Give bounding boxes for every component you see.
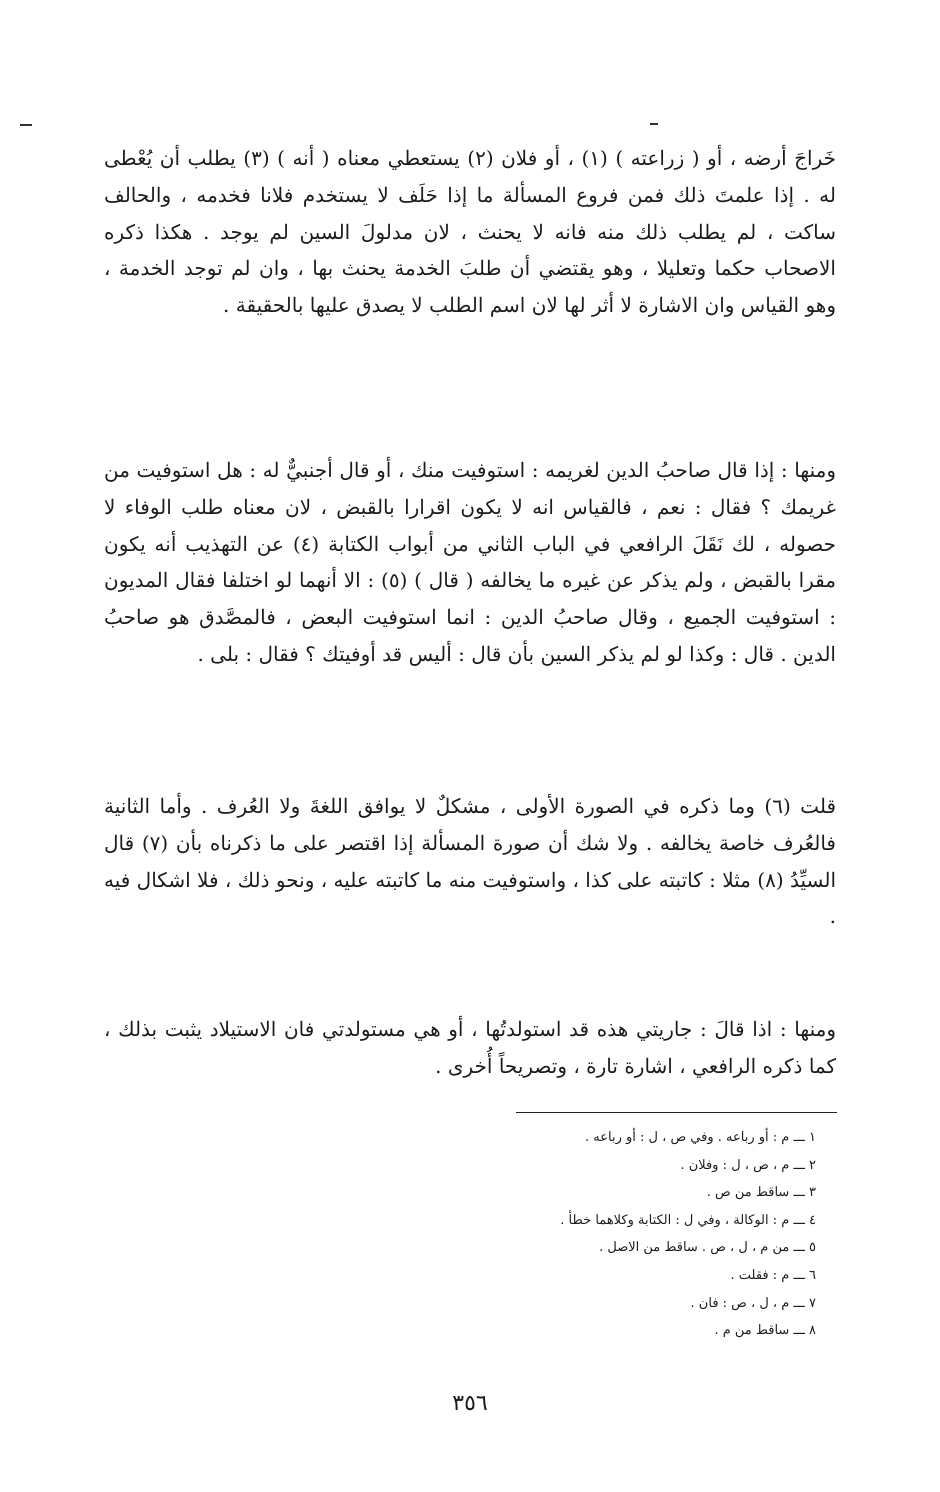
footnotes-list <box>480 1124 816 1345</box>
footnote-1: ١ ـــ م : أو رباعه . وفي ص ، ل : أو رباعه . <box>585 1130 816 1145</box>
footnote-2: ٢ ـــ م ، ص ، ل : وفلان . <box>680 1157 816 1173</box>
footnote-7: ٧ ـــ م ، ل ، ص : فان . <box>690 1295 816 1311</box>
footnote-separator <box>516 1112 837 1113</box>
paragraph-3: قلت (٦) وما ذكره في الصورة الأولى ، مشكلٌ لا يوافق اللغةَ ولا العُرف . وأما الثانية فالعُرف خاصة يخالفه . ولا شك أن صورة المسألة إذا اقتصر على ما ذكرناه بأن (٧) قال السيِّدُ (٨) مثلا : كاتبته على كذا ، واستوفيت منه ما كاتبته عليه ، ونحو ذلك ، فلا اشكال فيه . <box>104 794 836 929</box>
footnote-5: ٥ ـــ من م ، ل ، ص . ساقط من الاصل . <box>599 1240 816 1256</box>
footnote-3: ٣ ـــ ساقط من ص . <box>706 1185 816 1201</box>
footnote-4: ٤ ـــ م : الوكالة ، وفي ل : الكتابة وكلاهما خطأ . <box>560 1212 816 1228</box>
edge-mark-top <box>650 123 658 125</box>
footnote-6: ٦ ـــ م : فقلت . <box>730 1267 816 1283</box>
footnote-8: ٨ ـــ ساقط من م . <box>714 1323 816 1339</box>
paragraph-2: ومنها : إذا قال صاحبُ الدين لغريمه : استوفيت منك ، أو قال أجنبيٌّ له : هل استوفيت من غريمك ؟ فقال : نعم ، فالقياس انه لا يكون اقرارا بالقبض ، لان معناه طلب الوفاء لا حصوله ، لك نَقَلَ الرافعي في الباب الثاني من أبواب الكتابة (٤) عن التهذيب أنه يكون مقرا بالقبض ، ولم يذكر عن غيره ما يخالفه ( قال ) (٥) : الا أنهما لو اختلفا فقال المديون : استوفيت الجميع ، وقال صاحبُ الدين : انما استوفيت البعض ، فالمصَّدق هو صاحبُ الدين . قال : وكذا لو لم يذكر السين بأن قال : أليس قد أوفيتك ؟ فقال : بلى . <box>104 458 837 666</box>
edge-mark-left <box>20 124 32 126</box>
page-number: ٣٥٦ <box>452 1391 488 1416</box>
paragraph-1: خَراجَ أرضه ، أو ( زراعته ) (١) ، أو فلان (٢) يستعطي معناه ( أنه ) (٣) يطلب أن يُعْطى له . إذا علمتَ ذلك فمن فروع المسألة ما إذا حَلَف لا يستخدم فلانا فخدمه ، والحالف ساكت ، لم يطلب ذلك منه فانه لا يحنث ، لان مدلولَ السين لم يوجد . هكذا ذكره الاصحاب حكما وتعليلا ، وهو يقتضي أن طلبَ الخدمة يحنث بها ، وان لم توجد الخدمة ، وهو القياس وان الاشارة لا أثر لها لان اسم الطلب لا يصدق عليها بالحقيقة . <box>104 146 836 318</box>
paragraph-4: ومنها : اذا قالَ : جاريتي هذه قد استولدتُها ، أو هي مستولدتي فان الاستيلاد يثبت بذلك ، كما ذكره الرافعي ، اشارة تارة ، وتصريحاً أُخرى . <box>104 1017 836 1078</box>
